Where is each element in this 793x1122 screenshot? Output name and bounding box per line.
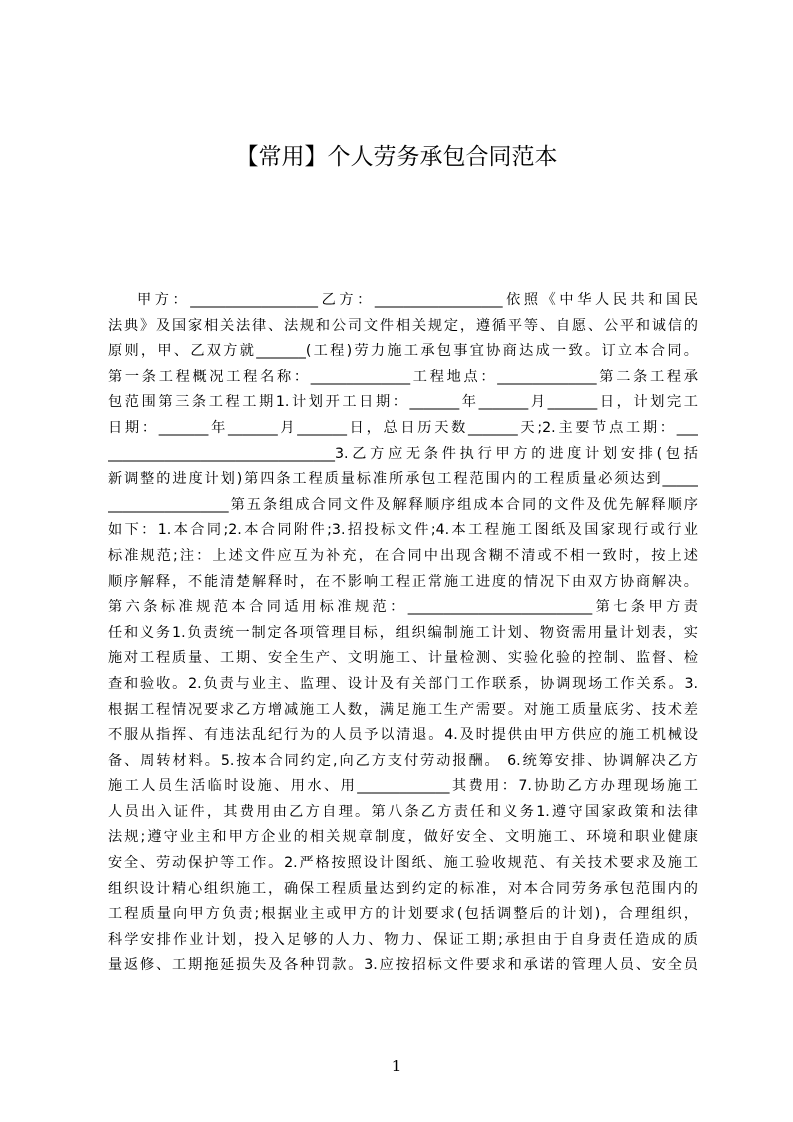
body-line: 科学安排作业计划，投入足够的人力、物力、保证工期;承担由于自身责任造成的质	[108, 931, 698, 948]
body-line: 安全、劳动保护等工作。2.严格按照设计图纸、施工验收规范、有关技术要求及施工	[108, 855, 698, 872]
body-line: 根据工程情况要求乙方增减施工人数，满足施工生产需要。对施工质量底劣、技术差	[108, 701, 698, 718]
body-line: 备、周转材料。5.按本合同约定,向乙方支付劳动报酬。 6.统筹安排、协调解决乙方	[108, 752, 698, 769]
body-line: 原则，甲、乙双方就_______(工程)劳力施工承包事宜协商达成一致。订立本合同。	[108, 343, 698, 360]
body-line: 如下：1.本合同;2.本合同附件;3.招投标文件;4.本工程施工图纸及国家现行或行业	[108, 522, 698, 539]
body-line: 新调整的进度计划)第四条工程质量标准所承包工程范围内的工程质量必须达到_____	[108, 471, 698, 488]
document-title: 【常用】个人劳务承包合同范本	[235, 144, 558, 170]
body-line: 人员出入证件，其费用由乙方自理。第八条乙方责任和义务1.遵守国家政策和法律	[108, 803, 698, 820]
body-line: 第六条标准规范本合同适用标准规范：__________________________第七条甲方责	[108, 599, 698, 616]
page-number: 1	[391, 1057, 402, 1075]
body-line: 甲方：__________________乙方：__________________依照《中华人民共和国民	[137, 292, 698, 308]
body-line: 法典》及国家相关法律、法规和公司文件相关规定，遵循平等、自愿、公平和诚信的	[108, 317, 698, 334]
body-line: 包范围第三条工程工期1.计划开工日期：_______年_______月_______日，计划完工	[108, 394, 698, 411]
body-line: 不服从指挥、有违法乱纪行为的人员予以清退。4.及时提供由甲方供应的施工机械设	[108, 727, 698, 744]
body-line: 查和验收。2.负责与业主、监理、设计及有关部门工作联系，协调现场工作关系。3.	[108, 675, 698, 692]
body-line: 组织设计精心组织施工，确保工程质量达到约定的标准，对本合同劳务承包范围内的	[108, 880, 698, 897]
body-line: 顺序解释，不能清楚解释时，在不影响工程正常施工进度的情况下由双方协商解决。	[108, 573, 698, 590]
body-line: 施工人员生活临时设施、用水、用_____________其费用：7.协助乙方办理现场施工	[108, 778, 698, 795]
body-line: 法规;遵守业主和甲方企业的相关规章制度，做好安全、文明施工、环境和职业健康	[108, 829, 698, 846]
body-line: 工程质量向甲方负责;根据业主或甲方的计划要求(包括调整后的计划)，合理组织，	[108, 906, 698, 923]
body-line: _________________第五条组成合同文件及解释顺序组成本合同的文件及优先解释顺序	[108, 496, 698, 513]
body-line: 量返修、工期拖延损失及各种罚款。3.应按招标文件要求和承诺的管理人员、安全员	[108, 957, 698, 974]
body-line: 任和义务1.负责统一制定各项管理目标，组织编制施工计划、物资需用量计划表，实	[108, 624, 698, 641]
body-line: ________________________________3.乙方应无条件执行甲方的进度计划安排(包括	[108, 445, 698, 462]
body-line: 施对工程质量、工期、安全生产、文明施工、计量检测、实验化验的控制、监督、检	[108, 650, 698, 667]
body-line: 第一条工程概况工程名称：______________工程地点：______________第二条工程承	[108, 368, 698, 385]
body-line: 日期：_______年_______月_______日，总日历天数_______天;2.主要节点工期：___	[108, 419, 698, 436]
body-line: 标准规范;注：上述文件应互为补充，在合同中出现含糊不清或不相一致时，按上述	[108, 547, 698, 564]
contract-body	[108, 288, 698, 979]
